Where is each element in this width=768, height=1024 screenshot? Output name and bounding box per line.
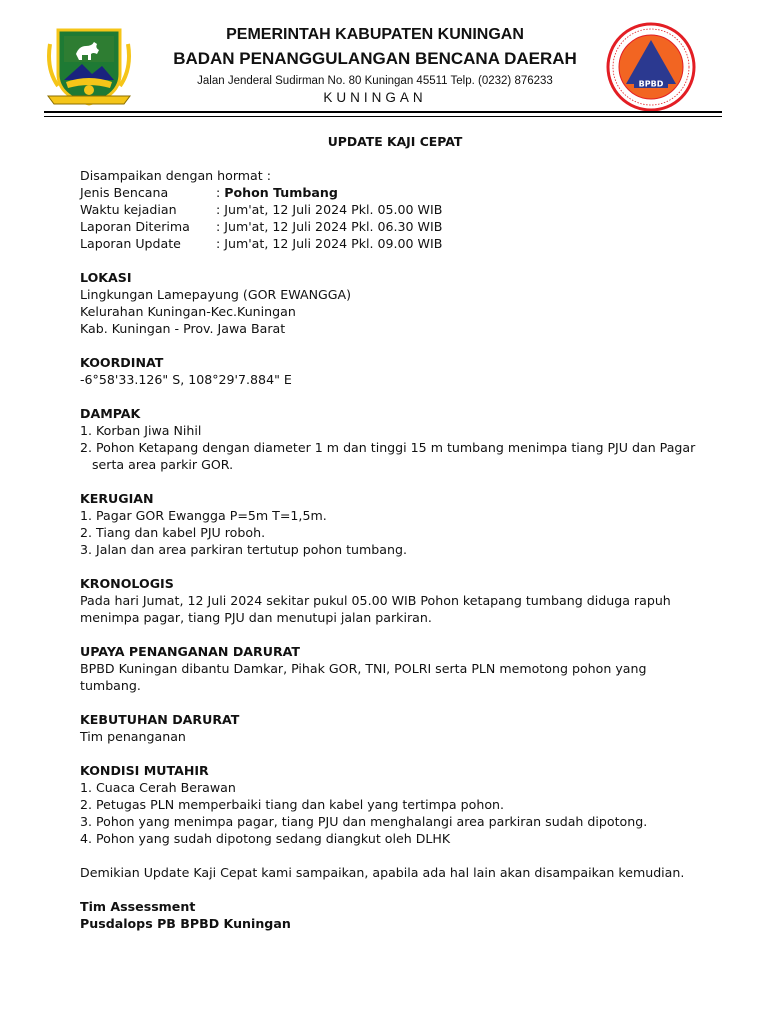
info-table	[80, 184, 710, 252]
kuningan-regency-crest-icon	[44, 24, 134, 108]
list-item: 2. Petugas PLN memperbaiki tiang dan kabel yang tertimpa pohon.	[80, 797, 505, 812]
intro-text: Disampaikan dengan hormat :	[80, 168, 271, 183]
section-text: BPBD Kuningan dibantu Damkar, Pihak GOR, TNI, POLRI serta PLN memotong pohon yang tumbang.	[80, 661, 647, 693]
info-value: : Jum'at, 12 Juli 2024 Pkl. 09.00 WIB	[216, 236, 443, 251]
info-value: : Jum'at, 12 Juli 2024 Pkl. 06.30 WIB	[216, 219, 443, 234]
section-heading: KEBUTUHAN DARURAT	[80, 712, 240, 727]
list-item: 3. Pohon yang menimpa pagar, tiang PJU dan menghalangi area parkiran sudah dipotong.	[80, 814, 648, 829]
seal-label: BPBD	[638, 79, 664, 89]
header-city: KUNINGAN	[323, 90, 427, 105]
section-kondisi	[80, 762, 710, 847]
list-item: 4. Pohon yang sudah dipotong sedang diangkut oleh DLHK	[80, 831, 451, 846]
section-heading: LOKASI	[80, 270, 132, 285]
section-kebutuhan	[80, 711, 710, 745]
signature-block	[80, 898, 710, 932]
section-dampak	[80, 405, 710, 473]
signature-team: Tim Assessment	[80, 899, 196, 914]
header-address: Jalan Jenderal Sudirman No. 80 Kuningan 45511 Telp. (0232) 876233	[197, 75, 553, 87]
disaster-type: Pohon Tumbang	[224, 185, 338, 200]
section-heading: DAMPAK	[80, 406, 141, 421]
info-row	[80, 235, 710, 252]
list-item: 1. Korban Jiwa Nihil	[80, 423, 202, 438]
info-value: : Pohon Tumbang	[216, 185, 338, 200]
list-item: 1. Cuaca Cerah Berawan	[80, 780, 236, 795]
header-agency: BADAN PENANGGULANGAN BENCANA DAERAH	[173, 49, 577, 68]
info-label: Jenis Bencana	[80, 185, 169, 200]
letterhead-rule-thick	[44, 111, 722, 113]
list-item: 2. Pohon Ketapang dengan diameter 1 m dan tinggi 15 m tumbang menimpa tiang PJU dan Pagar serta area parkir GOR.	[80, 440, 696, 472]
letterhead	[0, 0, 768, 120]
section-text: Tim penanganan	[80, 729, 186, 744]
info-label: Waktu kejadian	[80, 202, 177, 217]
bpbd-seal-icon	[606, 22, 696, 112]
info-row	[80, 201, 710, 218]
location-line: Kelurahan Kuningan-Kec.Kuningan	[80, 304, 296, 319]
section-heading: KERUGIAN	[80, 491, 154, 506]
location-line: Kab. Kuningan - Prov. Jawa Barat	[80, 321, 286, 336]
report-body	[80, 130, 710, 932]
info-value: : Jum'at, 12 Juli 2024 Pkl. 05.00 WIB	[216, 202, 443, 217]
info-row	[80, 184, 710, 201]
section-kronologis	[80, 575, 710, 626]
section-text: Pada hari Jumat, 12 Juli 2024 sekitar pukul 05.00 WIB Pohon ketapang tumbang diduga rapuh menimpa pagar, tiang PJU dan menutupi jalan parkiran.	[80, 593, 671, 625]
signature-unit: Pusdalops PB BPBD Kuningan	[80, 916, 291, 931]
section-heading: KONDISI MUTAHIR	[80, 763, 209, 778]
section-lokasi	[80, 269, 710, 337]
section-upaya	[80, 643, 710, 694]
letterhead-rule-thin	[44, 116, 722, 117]
document-title: UPDATE KAJI CEPAT	[327, 134, 463, 149]
coordinate-value: -6°58'33.126" S, 108°29'7.884" E	[80, 372, 292, 387]
info-label: Laporan Diterima	[80, 219, 190, 234]
location-line: Lingkungan Lamepayung (GOR EWANGGA)	[80, 287, 352, 302]
list-item: 2. Tiang dan kabel PJU roboh.	[80, 525, 266, 540]
info-label: Laporan Update	[80, 236, 181, 251]
section-koordinat	[80, 354, 710, 388]
section-heading: KRONOLOGIS	[80, 576, 174, 591]
list-item: 1. Pagar GOR Ewangga P=5m T=1,5m.	[80, 508, 327, 523]
closing-text: Demikian Update Kaji Cepat kami sampaikan, apabila ada hal lain akan disampaikan kemudian.	[80, 865, 685, 880]
section-heading: UPAYA PENANGANAN DARURAT	[80, 644, 301, 659]
section-heading: KOORDINAT	[80, 355, 164, 370]
info-row	[80, 218, 710, 235]
section-kerugian	[80, 490, 710, 558]
list-item: 3. Jalan dan area parkiran tertutup pohon tumbang.	[80, 542, 407, 557]
header-government: PEMERINTAH KABUPATEN KUNINGAN	[226, 26, 524, 43]
